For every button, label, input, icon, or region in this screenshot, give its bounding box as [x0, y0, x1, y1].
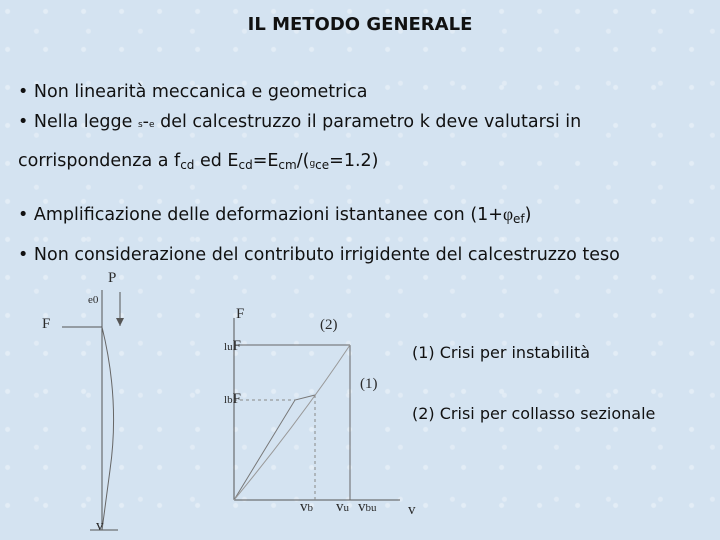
- gamma-symbol: g: [309, 159, 316, 169]
- label-part: b: [307, 502, 313, 514]
- label-f-left: F: [42, 316, 51, 332]
- label-part: u: [343, 502, 349, 514]
- label-lambda-u-f: [224, 338, 241, 355]
- text-fragment: ed E: [194, 151, 239, 171]
- phi-symbol: φ: [502, 204, 514, 224]
- deflected-shape: [102, 327, 114, 530]
- legend-item-2: (2) Crisi per collasso sezionale: [412, 404, 656, 423]
- bullet-marker: •: [18, 205, 29, 225]
- label-part: v: [300, 499, 308, 515]
- text-fragment: /(: [296, 151, 310, 171]
- label-f-axis: F: [236, 306, 245, 322]
- dash: -: [142, 112, 149, 132]
- label-part: F: [232, 338, 241, 354]
- subscript: cm: [278, 158, 297, 172]
- bullet-4-text: Non considerazione del contributo irrigidente del calcestruzzo teso: [33, 245, 620, 265]
- slide-title: IL METODO GENERALE: [247, 14, 473, 35]
- label-p: P: [108, 270, 117, 286]
- label-part: v: [336, 499, 344, 515]
- subscript: ef: [513, 212, 525, 226]
- bullet-marker: •: [18, 112, 29, 132]
- label-lambda-b-f: [224, 391, 241, 408]
- label-vu: [336, 499, 349, 516]
- text-fragment: corrispondenza a f: [18, 151, 181, 171]
- epsilon-symbol: e: [148, 120, 155, 130]
- label-curve-2: (2): [320, 317, 338, 333]
- label-part: e: [88, 294, 93, 306]
- bullet-marker: •: [18, 245, 29, 265]
- subscript: ce: [315, 158, 330, 172]
- label-part: u: [227, 341, 233, 353]
- label-part: l: [224, 341, 228, 353]
- label-part: 0: [92, 294, 99, 306]
- bullet-2-text-pre: Nella legge: [33, 112, 138, 132]
- label-vbu: [358, 499, 377, 516]
- subscript: cd: [238, 158, 253, 172]
- label-part: F: [232, 391, 241, 407]
- label-v-axis: v: [408, 502, 416, 518]
- bullet-2-text-post: del calcestruzzo il parametro k deve valutarsi in: [154, 112, 582, 132]
- label-part: b: [227, 394, 233, 406]
- label-curve-1: (1): [360, 376, 378, 392]
- label-v-column: v: [96, 518, 104, 534]
- text-fragment: =E: [252, 151, 279, 171]
- label-vb: [300, 499, 313, 516]
- legend-item-1: (1) Crisi per instabilità: [412, 343, 591, 362]
- label-part: l: [224, 394, 228, 406]
- curve-1: [234, 395, 315, 500]
- bullet-marker: •: [18, 82, 29, 102]
- curve-2: [234, 345, 350, 500]
- text-fragment: =1.2): [329, 151, 379, 171]
- sigma-symbol: s: [137, 120, 143, 130]
- arrow-head: [116, 318, 124, 326]
- bullet-3-text: Amplificazione delle deformazioni istantanee con (1+: [33, 205, 503, 225]
- label-e0: [88, 294, 98, 306]
- label-part: bu: [365, 502, 377, 514]
- bullet-1-text: Non linearità meccanica e geometrica: [33, 82, 368, 102]
- label-part: v: [358, 499, 366, 515]
- text-fragment: ): [524, 205, 532, 225]
- subscript: cd: [180, 158, 195, 172]
